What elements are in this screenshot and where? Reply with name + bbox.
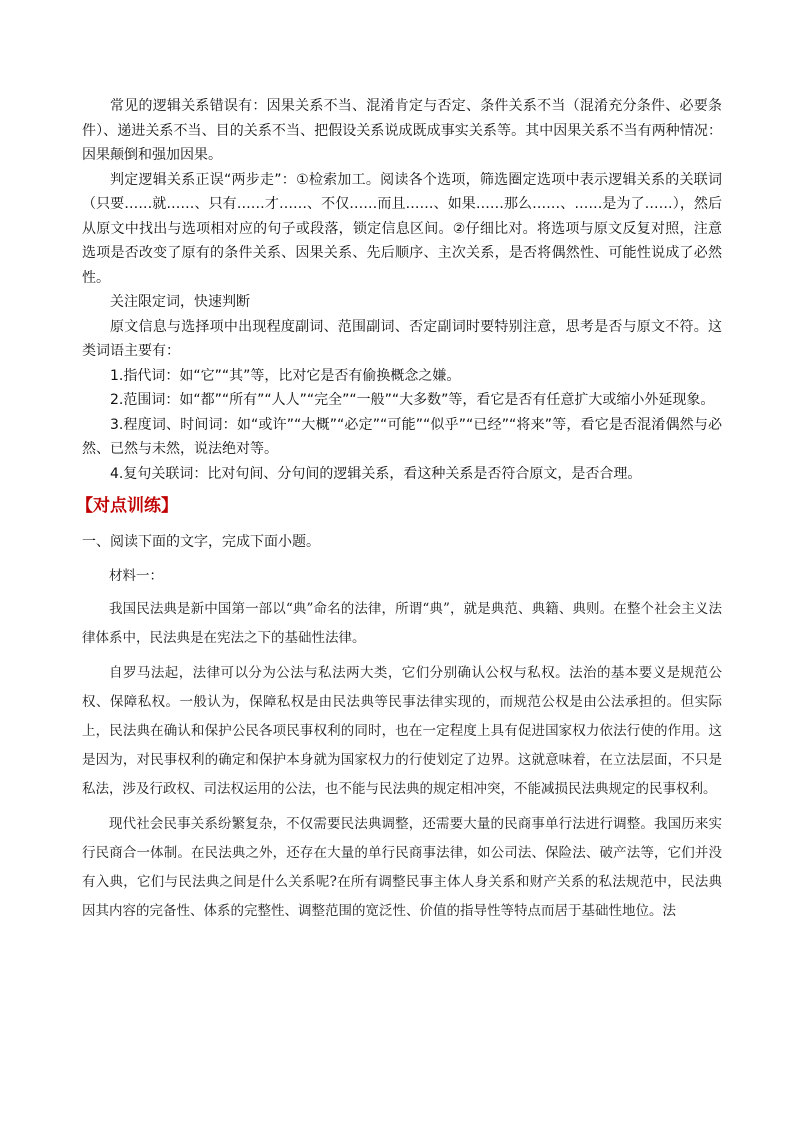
paragraph-logic-errors: 常见的逻辑关系错误有：因果关系不当、混淆肯定与否定、条件关系不当（混淆充分条件、必要条件）、递进关系不当、目的关系不当、把假设关系说成既成事实关系等。其中因果关系不当有两种情况：因果颠倒和强加因果。: [82, 98, 722, 163]
material-paragraph-2: 自罗马法起，法律可以分为公法与私法两大类，它们分别确认公权与私权。法治的基本要义是规范公权、保障私权。一般认为，保障私权是由民法典等民事法律实现的，而规范公权是由公法承担的。但实际上，民法典在确认和保护公民各项民事权利的同时，也在一定程度上具有促进国家权力依法行使的作用。这是因为，对民事权利的确定和保护本身就为国家权力的行使划定了边界。这就意味着，在立法层面，不只是私法，涉及行政权、司法权运用的公法，也不能与民法典的规定相冲突，不能减损民法典规定的民事权利。: [82, 665, 722, 797]
list-item-scope: 2.范围词：如“都”“所有”“人人”“完全”“一般”“大多数”等，看它是否有任意扩大或缩小外延现象。: [110, 392, 715, 408]
list-item-pronoun: 1.指代词：如“它”“其”等，比对它是否有偷换概念之嫌。: [110, 367, 461, 384]
material-paragraph-1: 我国民法典是新中国第一部以“典”命名的法律，所谓“典”，就是典范、典籍、典则。在整个社会主义法律体系中，民法典是在宪法之下的基础性法律。: [82, 601, 722, 646]
paragraph-qualifier-heading: 关注限定词，快速判断: [110, 294, 250, 310]
material-label: 材料一：: [109, 568, 163, 584]
paragraph-qualifier-intro: 原文信息与选择项中出现程度副词、范围副词、否定副词时要特别注意，思考是否与原文不符。这类词语主要有：: [82, 318, 722, 359]
question-prompt: 一、阅读下面的文字，完成下面小题。: [82, 534, 320, 550]
document-content: [76, 94, 722, 926]
paragraph-two-steps: 判定逻辑关系正误“两步走”：①检索加工。阅读各个选项，筛选圈定选项中表示逻辑关系的关联词（只要……就……、只有……才……、不仅……而且……、如果……那么……、……是为了……），然后从原文中找出与选项相对应的句子或段落，锁定信息区间。②仔细比对。将选项与原文反复对照，注意选项是否改变了原有的条件关系、因果关系、先后顺序、主次关系，是否将偶然性、可能性说成了必然性。: [82, 171, 722, 286]
section-heading-training: 【对点训练】: [76, 496, 178, 516]
material-paragraph-3: 现代社会民事关系纷繁复杂，不仅需要民法典调整，还需要大量的民商事单行法进行调整。我国历来实行民商合一体制。在民法典之外，还存在大量的单行民商事法律，如公司法、保险法、破产法等，它们并没有入典，它们与民法典之间是什么关系呢?在所有调整民事主体人身关系和财产关系的私法规范中，民法典因其内容的完备性、体系的完整性、调整范围的宽泛性、价值的指导性等特点而居于基础性地位。法: [82, 816, 722, 919]
list-item-degree-time: 3.程度词、时间词：如“或许”“大概”“必定”“可能”“似乎”“已经”“将来”等，看它是否混淆偶然与必然、已然与未然，说法绝对等。: [82, 416, 722, 457]
list-item-conjunction: 4.复句关联词：比对句间、分句间的逻辑关系，看这种关系是否符合原文，是否合理。: [110, 465, 642, 482]
